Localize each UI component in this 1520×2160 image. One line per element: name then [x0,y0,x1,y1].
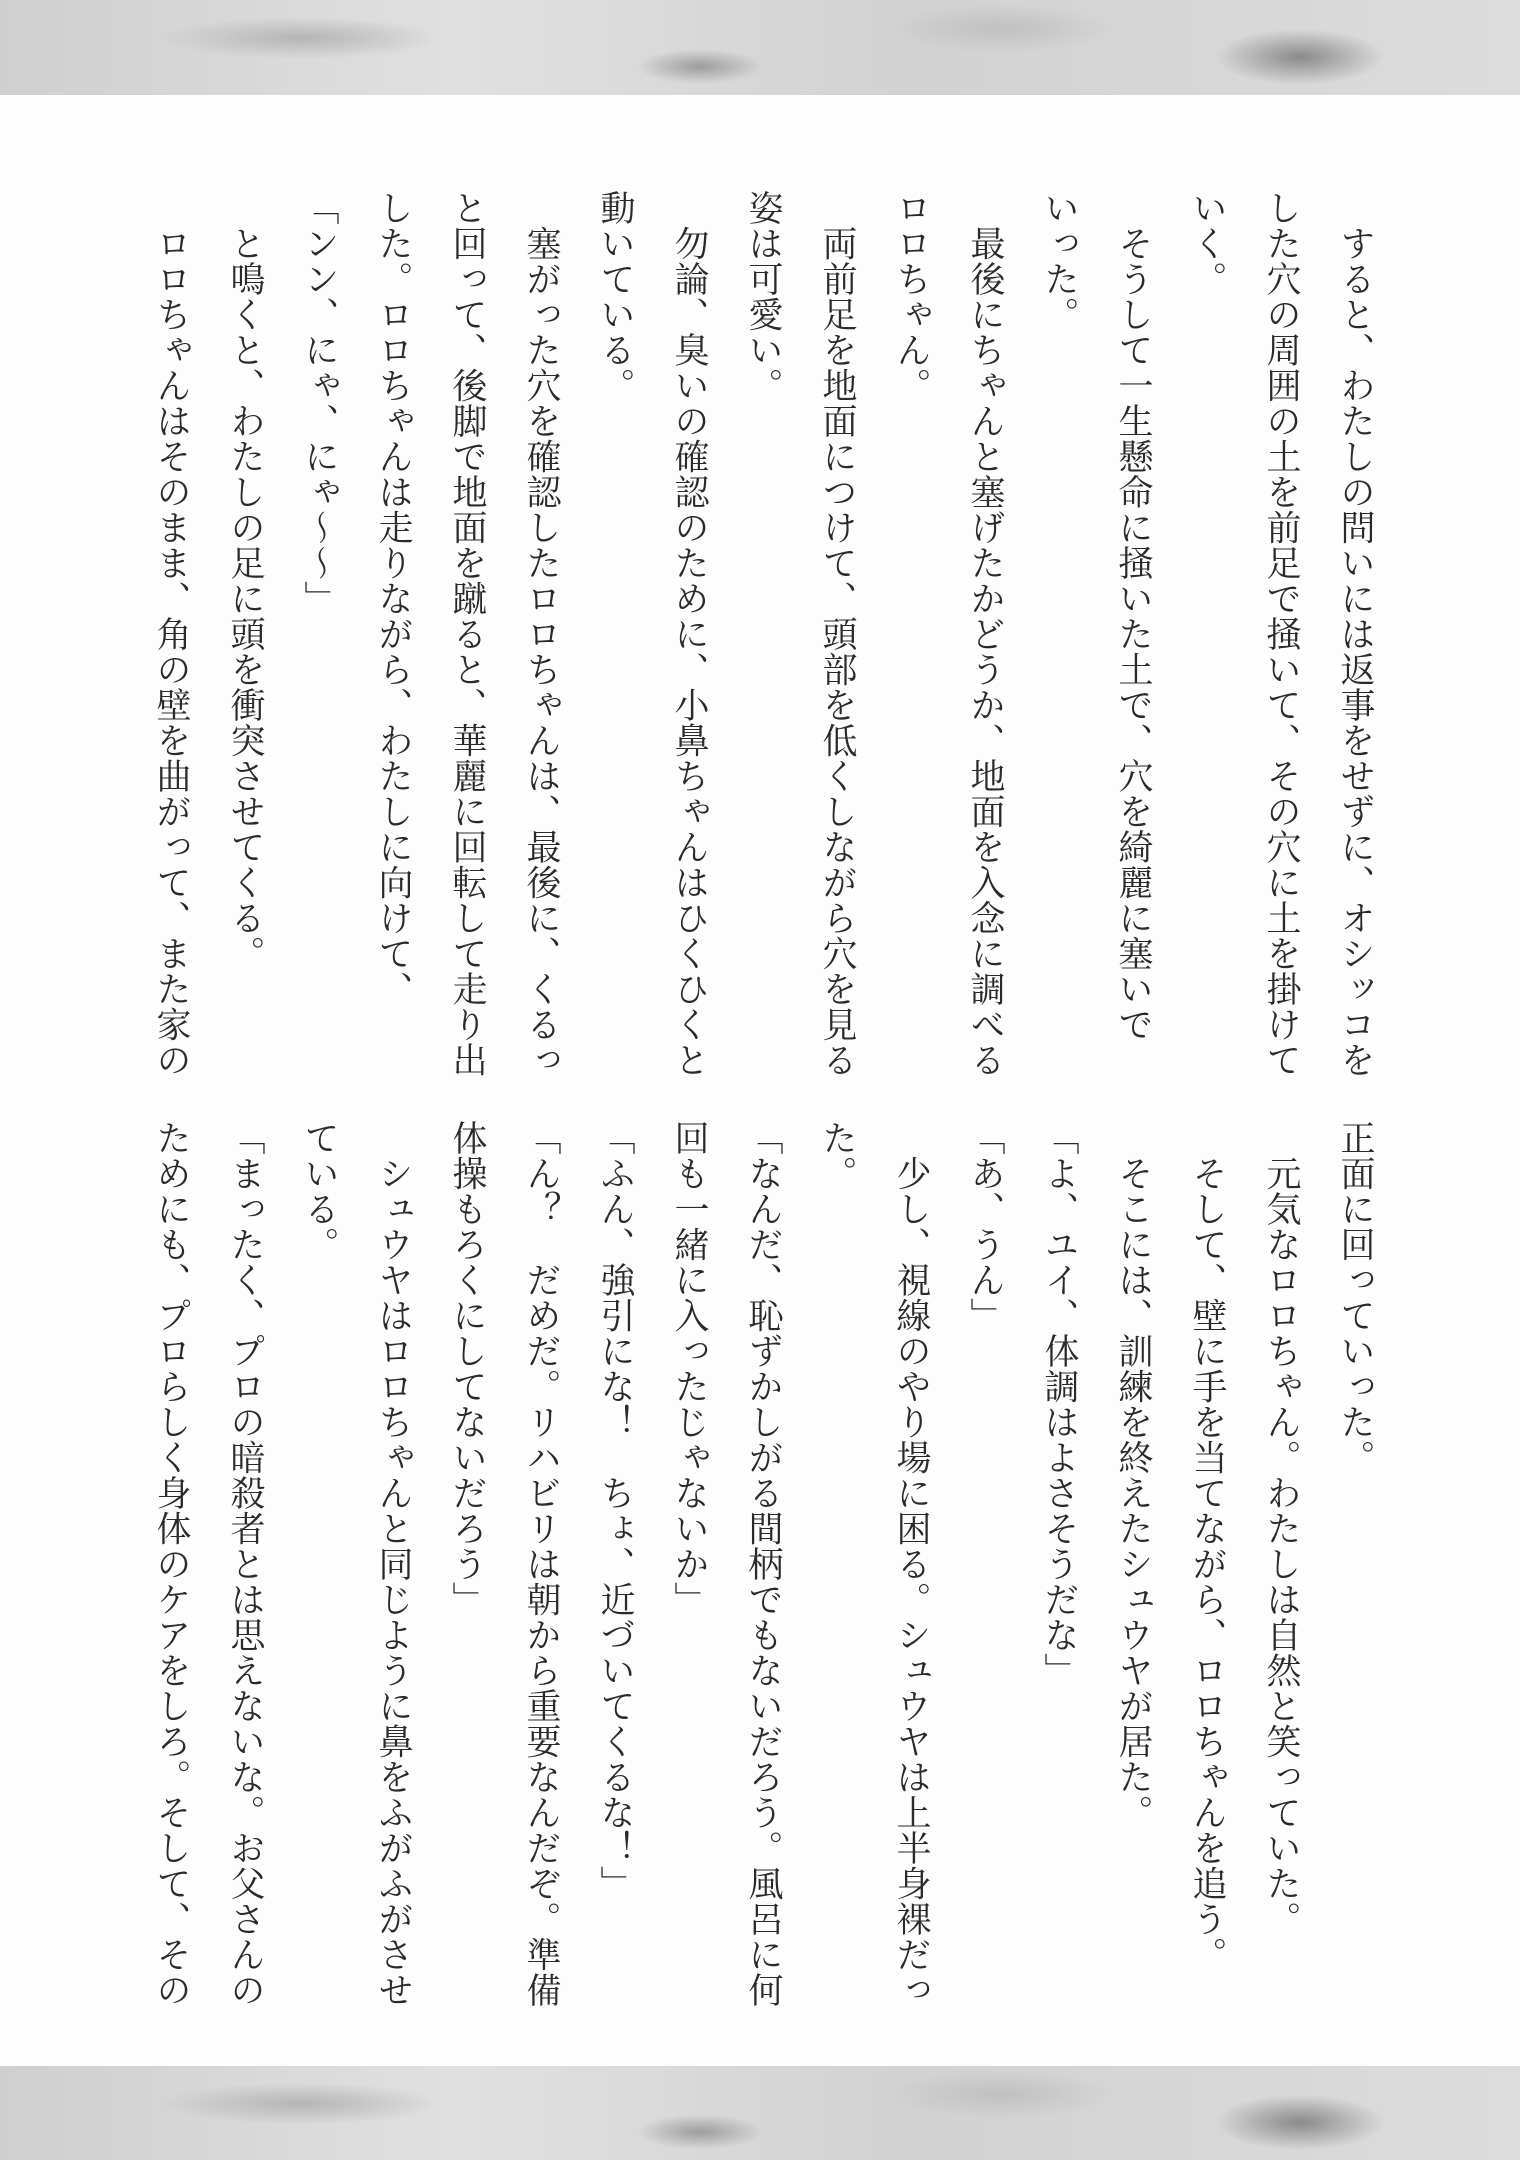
text-line: 「まったく、プロの暗殺者とは思えないな。お父さんの [225,1120,265,2008]
bottom-texture-band [0,2066,1520,2160]
text-line: た。 [817,1120,857,1191]
text-line: 正面に回っていった。 [1335,1120,1375,1475]
text-line: 塞がった穴を確認したロロちゃんは、最後に、くるっ [521,190,561,1078]
text-line: 「なんだ、恥ずかしがる間柄でもないだろう。風呂に何 [743,1120,783,2008]
text-line: 「ん？ だめだ。リハビリは朝から重要なんだぞ。準備 [521,1120,561,2008]
text-line: ている。 [299,1120,339,1262]
text-line: そして、壁に手を当てながら、ロロちゃんを追う。 [1187,1120,1227,1972]
text-line: 「ンン、にゃ、にゃ〜〜」 [299,190,339,616]
text-line: 「ふん、強引にな！ ちょ、近づいてくるな！」 [595,1120,635,1901]
text-line: と回って、後脚で地面を蹴ると、華麗に回転して走り出 [447,190,487,1078]
text-line: 体操もろくにしてないだろう」 [447,1120,487,1617]
top-texture-band [0,0,1520,95]
text-line: 動いている。 [595,190,635,403]
lower-text-block [130,1120,1392,2010]
text-line: 姿は可愛い。 [743,190,783,403]
upper-text-block [130,190,1392,1078]
text-line: いく。 [1187,190,1227,297]
text-line: すると、わたしの問いには返事をせずに、オシッコを [1335,190,1375,1078]
text-line: した。ロロちゃんは走りながら、わたしに向けて、 [373,190,413,1007]
text-line: ロロちゃん。 [891,190,931,403]
text-line: ためにも、プロらしく身体のケアをしろ。そして、その [151,1120,191,2008]
text-line: 回も一緒に入ったじゃないか」 [669,1120,709,1617]
text-line: した穴の周囲の土を前足で掻いて、その穴に土を掛けて [1261,190,1301,1078]
text-line: と鳴くと、わたしの足に頭を衝突させてくる。 [225,190,265,971]
text-line: シュウヤはロロちゃんと同じように鼻をふがふがさせ [373,1120,413,2008]
text-line: 両前足を地面につけて、頭部を低くしながら穴を見る [817,190,857,1078]
text-line: 勿論、臭いの確認のために、小鼻ちゃんはひくひくと [669,190,709,1078]
text-line: そうして一生懸命に掻いた土で、穴を綺麗に塞いで [1113,190,1153,1042]
text-line: 最後にちゃんと塞げたかどうか、地面を入念に調べる [965,190,1005,1078]
text-line: 元気なロロちゃん。わたしは自然と笑っていた。 [1261,1120,1301,1937]
text-line: 「よ、ユイ、体調はよさそうだな」 [1039,1120,1079,1688]
text-line: 少し、視線のやり場に困る。シュウヤは上半身裸だっ [891,1120,931,2008]
text-line: 「あ、うん」 [965,1120,1005,1333]
text-line: いった。 [1039,190,1079,332]
text-line: ロロちゃんはそのまま、角の壁を曲がって、また家の [151,190,191,1078]
text-line: そこには、訓練を終えたシュウヤが居た。 [1113,1120,1153,1830]
